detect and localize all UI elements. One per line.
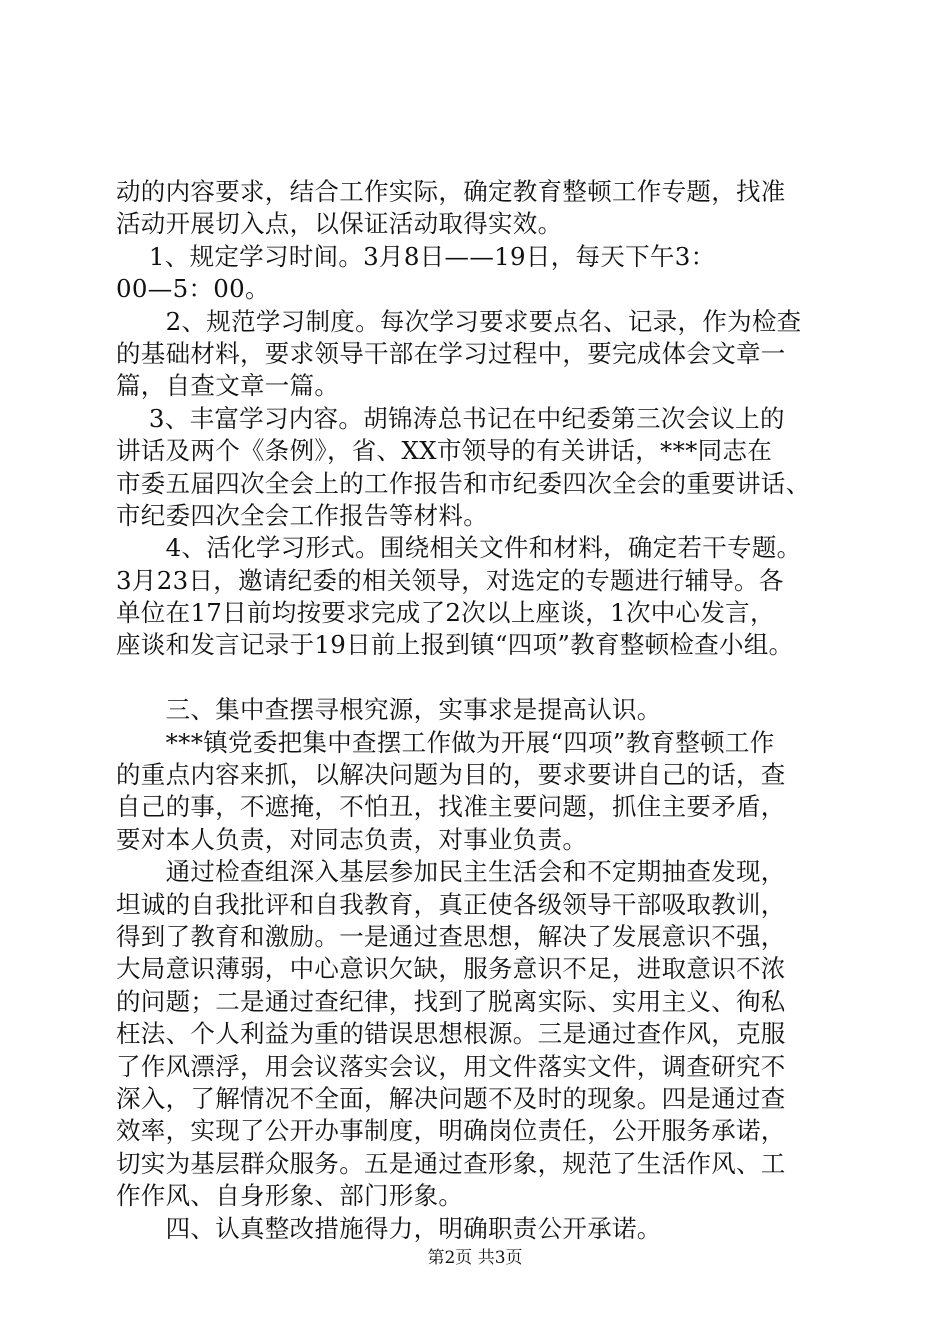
text-line: 的问题；二是通过查纪律，找到了脱离实际、实用主义、徇私 (116, 986, 786, 1016)
text-line: 效率，实现了公开办事制度，明确岗位责任，公开服务承诺， (116, 1116, 786, 1146)
text-line: 单位在17日前均按要求完成了2次以上座谈，1次中心发言， (116, 598, 775, 628)
text-line: 座谈和发言记录于19日前上报到镇“四项”教育整顿检查小组。 (116, 630, 794, 660)
text-line: 3月23日，邀请纪委的相关领导，对选定的专题进行辅导。各 (116, 565, 784, 595)
text-line: 切实为基层群众服务。五是通过查形象，规范了生活作风、工 (116, 1148, 786, 1178)
text-line: 作作风、自身形象、部门形象。 (116, 1181, 464, 1211)
text-line: 4、活化学习形式。围绕相关文件和材料，确定若干专题。 (116, 533, 802, 563)
text-line: 枉法、个人利益为重的错误思想根源。三是通过查作风，克服 (116, 1019, 786, 1049)
text-line: 四、认真整改措施得力，明确职责公开承诺。 (116, 1213, 662, 1243)
text-line: 的重点内容来抓，以解决问题为目的，要求要讲自己的话，查 (116, 760, 786, 790)
text-line: 3、丰富学习内容。胡锦涛总书记在中纪委第三次会议上的 (116, 403, 785, 433)
text-line: 了作风漂浮，用会议落实会议，用文件落实文件，调查研究不 (116, 1051, 786, 1081)
text-line: 要对本人负责，对同志负责，对事业负责。 (116, 824, 588, 854)
paragraph-gap (116, 662, 856, 694)
text-line: 讲话及两个《条例》，省、XX市领导的有关讲话，***同志在 (116, 436, 773, 466)
text-line: 坦诚的自我批评和自我教育，真正使各级领导干部吸取教训， (116, 889, 786, 919)
text-line: 大局意识薄弱，中心意识欠缺，服务意识不足，进取意识不浓 (116, 954, 786, 984)
text-line: 三、集中查摆寻根究源，实事求是提高认识。 (116, 695, 662, 725)
document-body (116, 176, 856, 1245)
text-line: 1、规定学习时间。3月8日——19日，每天下午3： (116, 241, 716, 271)
text-line: 活动开展切入点，以保证活动取得实效。 (116, 209, 563, 239)
page-footer: 第2页 共3页 (427, 1248, 523, 1268)
text-line: 市委五届四次全会上的工作报告和市纪委四次全会的重要讲话、 (116, 468, 811, 498)
text-line: 动的内容要求，结合工作实际，确定教育整顿工作专题，找准 (116, 177, 786, 206)
text-line: 通过检查组深入基层参加民主生活会和不定期抽查发现， (116, 857, 786, 887)
text-line: 深入，了解情况不全面，解决问题不及时的现象。四是通过查 (116, 1083, 786, 1113)
text-line: 市纪委四次全会工作报告等材料。 (116, 500, 488, 530)
text-line: 00—5：00。 (116, 274, 270, 304)
text-line: 自己的事，不遮掩，不怕丑，找准主要问题，抓住主要矛盾， (116, 792, 786, 822)
text-line: ***镇党委把集中查摆工作做为开展“四项”教育整顿工作 (116, 727, 775, 757)
text-line: 2、规范学习制度。每次学习要求要点名、记录，作为检查 (116, 306, 802, 336)
text-line: 篇，自查文章一篇。 (116, 371, 340, 401)
text-line: 的基础材料，要求领导干部在学习过程中，要完成体会文章一 (116, 338, 786, 368)
text-line: 得到了教育和激励。一是通过查思想，解决了发展意识不强， (116, 921, 786, 951)
